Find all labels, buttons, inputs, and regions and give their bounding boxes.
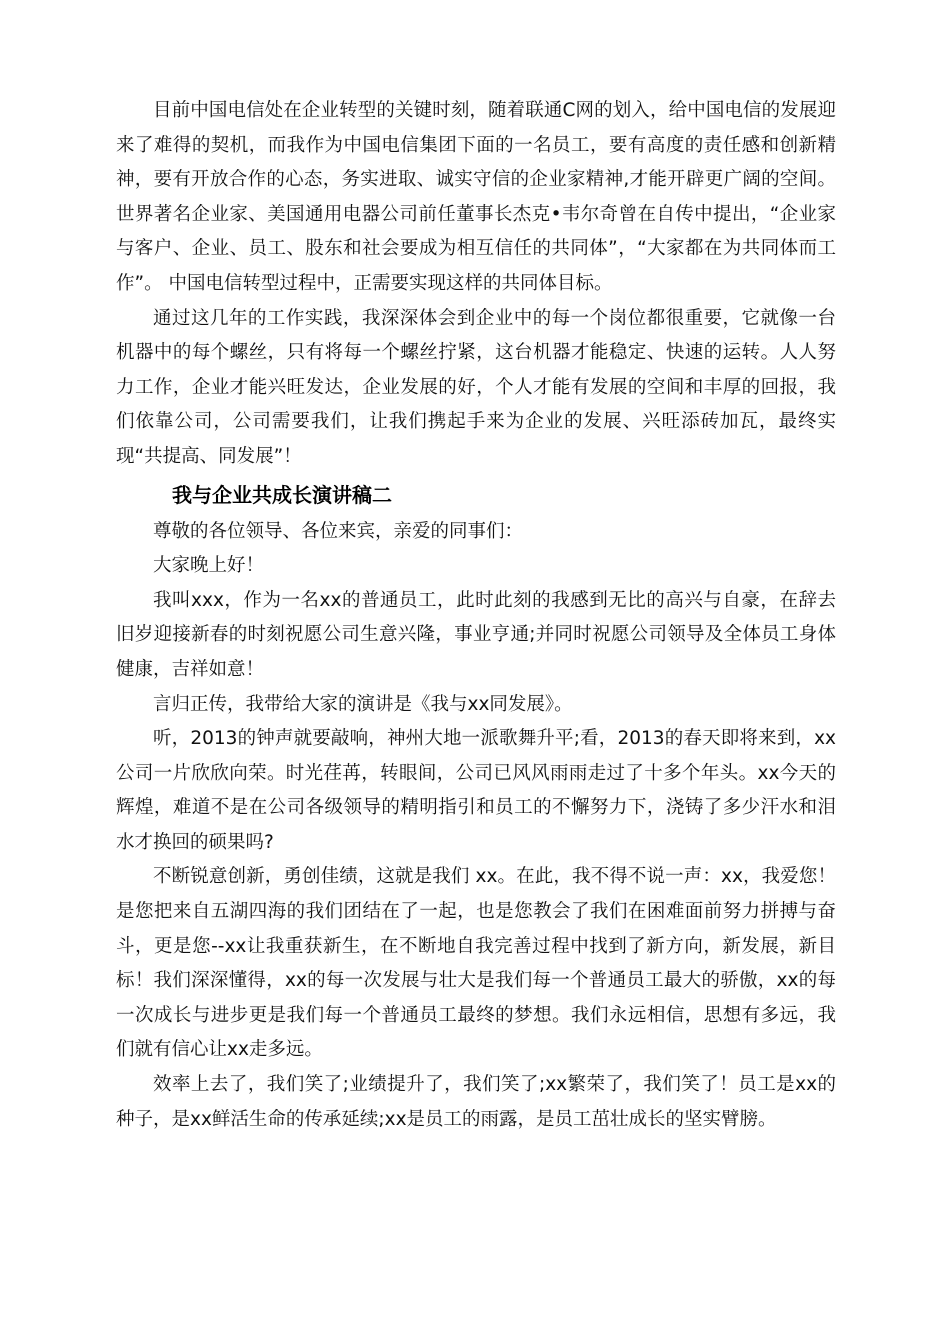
body-paragraph: 效率上去了，我们笑了;业绩提升了，我们笑了;xx繁荣了，我们笑了！员工是xx的种子，是xx鲜活生命的传承延续;xx是员工的雨露，是员工茁壮成长的坚实臂膀。	[116, 1074, 836, 1130]
document-page	[116, 94, 836, 1137]
body-paragraph: 目前中国电信处在企业转型的关键时刻，随着联通C网的划入，给中国电信的发展迎来了难得的契机，而我作为中国电信集团下面的一名员工，要有高度的责任感和创新精神，要有开放合作的心态，务实进取、诚实守信的企业家精神,才能开辟更广阔的空间。世界著名企业家、美国通用电器公司前任董事长杰克•韦尔奇曾在自传中提出，“企业家与客户、企业、员工、股东和社会要成为相互信任的共同体”，“大家都在为共同体而工作”。 中国电信转型过程中，正需要实现这样的共同体目标。	[116, 100, 836, 294]
body-paragraph: 不断锐意创新，勇创佳绩，这就是我们 xx。在此，我不得不说一声：xx，我爱您！是您把来自五湖四海的我们团结在了一起，也是您教会了我们在困难面前努力拼搏与奋斗，更是您--xx让我重获新生，在不断地自我完善过程中找到了新方向，新发展，新目标！我们深深懂得，xx的每一次发展与壮大是我们每一个普通员工最大的骄傲，xx的每一次成长与进步更是我们每一个普通员工最终的梦想。我们永远相信，思想有多远，我们就有信心让xx走多远。	[116, 866, 836, 1061]
body-paragraph: 听，2013的钟声就要敲响，神州大地一派歌舞升平;看，2013的春天即将来到，xx公司一片欣欣向荣。时光荏苒，转眼间，公司已风风雨雨走过了十多个年头。xx今天的辉煌，难道不是在公司各级领导的精明指引和员工的不懈努力下，浇铸了多少汗水和泪水才换回的硕果吗?	[116, 728, 836, 853]
body-paragraph: 我叫xxx，作为一名xx的普通员工，此时此刻的我感到无比的高兴与自豪，在辞去旧岁迎接新春的时刻祝愿公司生意兴隆，事业亨通;并同时祝愿公司领导及全体员工身体健康，吉祥如意！	[116, 589, 836, 680]
section-title: 我与企业共成长演讲稿二	[172, 482, 392, 507]
salutation-paragraph: 尊敬的各位领导、各位来宾，亲爱的同事们：	[153, 520, 524, 542]
greeting-paragraph: 大家晚上好！	[153, 555, 265, 577]
body-paragraph: 通过这几年的工作实践，我深深体会到企业中的每一个岗位都很重要，它就像一台机器中的每个螺丝，只有将每一个螺丝拧紧，这台机器才能稳定、快速的运转。人人努力工作，企业才能兴旺发达，企业发展的好，个人才能有发展的空间和丰厚的回报，我们依靠公司，公司需要我们，让我们携起手来为企业的发展、兴旺添砖加瓦，最终实现“共提高、同发展”！	[116, 307, 836, 467]
body-paragraph: 言归正传，我带给大家的演讲是《我与xx同发展》。	[153, 693, 573, 715]
